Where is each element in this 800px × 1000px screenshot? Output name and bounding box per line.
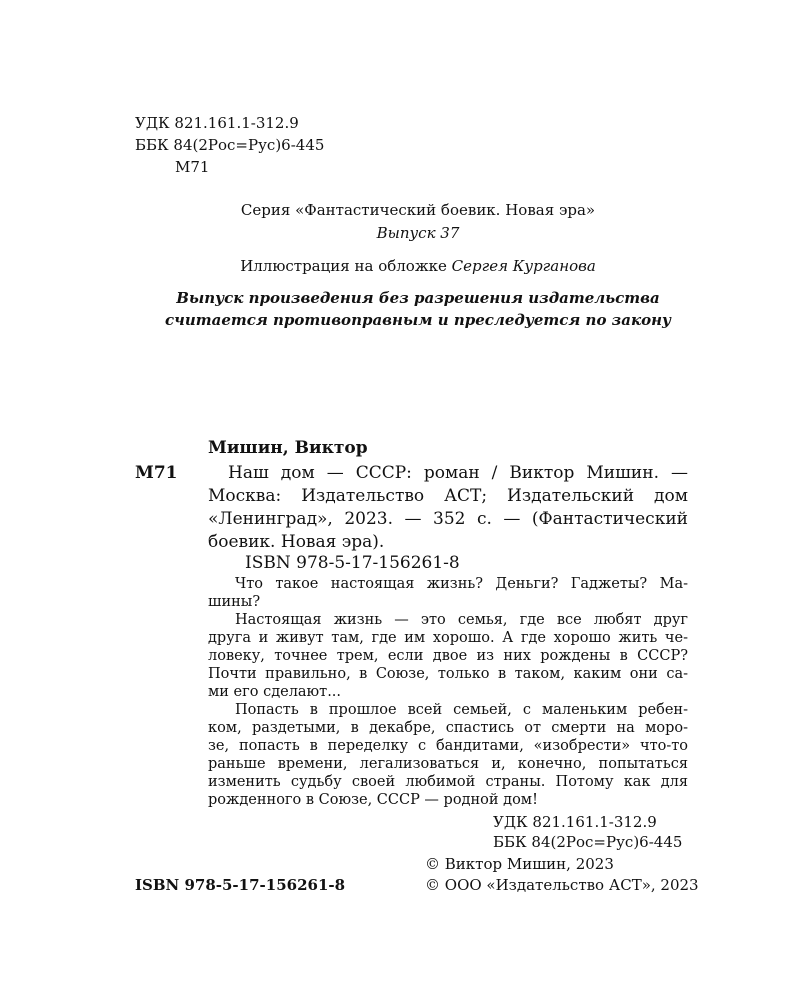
udk-code-bottom: УДК 821.161.1-312.9	[493, 813, 657, 831]
copyright-author: © Виктор Мишин, 2023	[425, 855, 614, 873]
catalog-line: боевик. Новая эра).	[208, 532, 385, 552]
annotation-line: Что такое настоящая жизнь? Деньги? Гаджеты? Ма-	[235, 576, 688, 592]
annotation-line: ком, раздетыми, в декабре, спастись от смерти на моро-	[208, 720, 688, 736]
illustration-artist: Сергея Курганова	[451, 257, 596, 275]
series-issue: Выпуск 37	[376, 224, 460, 242]
udk-code: УДК 821.161.1-312.9	[135, 114, 299, 132]
bbk-code-bottom: ББК 84(2Рос=Рус)6-445	[493, 833, 683, 851]
catalog-line: Наш дом — СССР: роман / Виктор Мишин. —	[228, 463, 688, 483]
catalog-author: Мишин, Виктор	[208, 438, 368, 458]
annotation-line: зе, попасть в переделку с бандитами, «изобрести» что-то	[208, 738, 688, 754]
legal-notice-1: Выпуск произведения без разрешения издательства	[176, 289, 660, 307]
bbk-code: ББК 84(2Рос=Рус)6-445	[135, 136, 325, 154]
author-mark: М71	[175, 158, 210, 176]
illustration-prefix: Иллюстрация на обложке	[240, 257, 452, 275]
annotation-line: Настоящая жизнь — это семья, где все любят друг	[235, 612, 688, 628]
annotation-line: рожденного в Союзе, СССР — родной дом!	[208, 792, 538, 808]
annotation-line: раньше времени, легализоваться и, конечно, попытаться	[208, 756, 688, 772]
isbn-bottom: ISBN 978-5-17-156261-8	[135, 876, 346, 894]
legal-notice-2: считается противоправным и преследуется по закону	[164, 311, 672, 329]
annotation-line: шины?	[208, 594, 261, 610]
annotation-line: ми его сделают...	[208, 684, 342, 700]
annotation-line: Почти правильно, в Союзе, только в таком, каким они са-	[208, 666, 688, 682]
annotation-line: ловеку, точнее трем, если двое из них рождены в СССР?	[208, 648, 688, 664]
catalog-line: «Ленинград», 2023. — 352 с. — (Фантастический	[208, 509, 688, 529]
annotation-line: изменить судьбу своей любимой страны. Потому как для	[208, 774, 688, 790]
catalog-isbn: ISBN 978-5-17-156261-8	[245, 553, 460, 573]
annotation-line: друга и живут там, где им хорошо. А где хорошо жить че-	[208, 630, 688, 646]
catalog-line: Москва: Издательство АСТ; Издательский дом	[208, 486, 688, 506]
series-title: Серия «Фантастический боевик. Новая эра»	[240, 201, 596, 219]
catalog-mark: М71	[135, 463, 178, 483]
illustration-credit	[0, 259, 800, 274]
copyright-publisher: © ООО «Издательство АСТ», 2023	[425, 876, 699, 894]
annotation-line: Попасть в прошлое всей семьей, с маленьким ребен-	[235, 702, 688, 718]
